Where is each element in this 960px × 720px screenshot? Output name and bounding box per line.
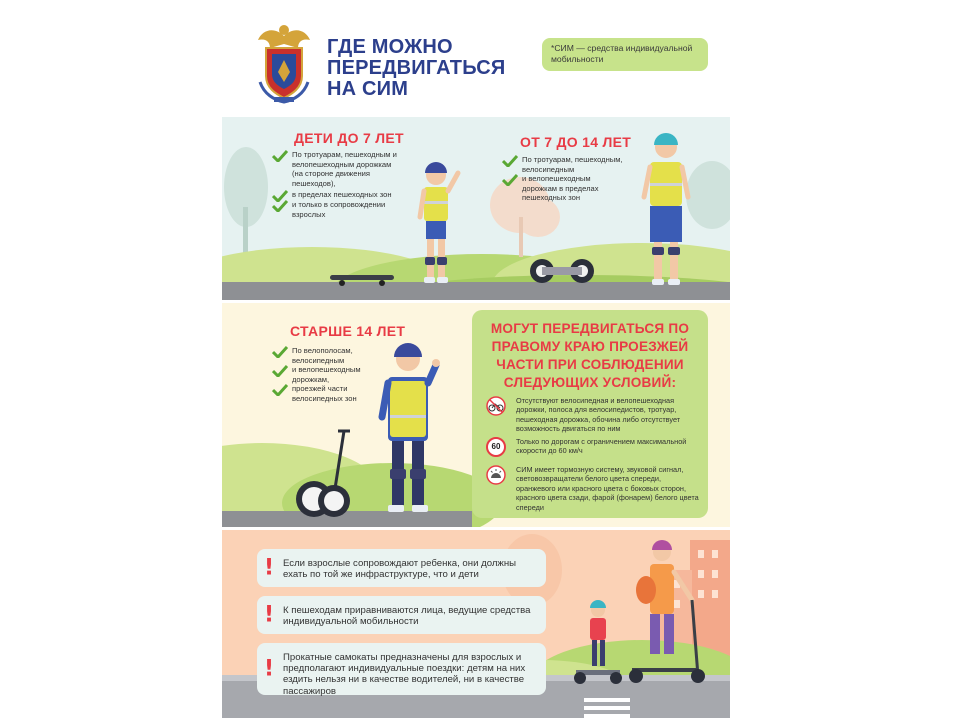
headlight-icon xyxy=(486,465,506,485)
warning-card xyxy=(257,549,546,587)
checkmark-icon xyxy=(272,365,288,377)
title-line-3: НА СИМ xyxy=(327,78,409,100)
list-item xyxy=(272,346,372,365)
over-14-list xyxy=(272,346,372,404)
speed-limit-icon: 60 xyxy=(486,437,506,457)
conditions-title: МОГУТ ПЕРЕДВИГАТЬСЯ ПО ПРАВОМУ КРАЮ ПРОЕЗЖЕЙ ЧАСТИ ПРИ СОБЛЮДЕНИИ СЛЕДУЮЩИХ УСЛОВИЙ: xyxy=(490,321,690,390)
police-emblem-icon xyxy=(256,22,312,104)
list-item-text: в пределах пешеходных зон xyxy=(292,190,392,200)
warning-text: Если взрослые сопровождают ребенка, они должны ехать по той же инфраструктуре, что и дети xyxy=(283,558,517,581)
checkmark-icon xyxy=(272,384,288,396)
list-item-text: По тротуарам, пешеходным и велопешеходным дорожкам (на стороне движения пешеходов), xyxy=(292,150,397,188)
exclamation-icon: ! xyxy=(264,602,275,628)
list-item-text: проезжей части велосипедных зон xyxy=(292,384,357,403)
exclamation-icon: ! xyxy=(264,656,275,682)
list-item xyxy=(502,174,626,203)
checkmark-icon xyxy=(272,200,288,212)
checkmark-icon xyxy=(502,174,518,186)
warning-card xyxy=(257,643,546,695)
list-item-text: и велопешеходным дорожкам в пределах пешеходных зон xyxy=(522,174,599,203)
condition-text: СИМ имеет тормозную систему, звуковой сигнал, световозвращатели белого цвета спереди, оранжевого или красного цвета с боковых сторон, красного цвета сзади, фарой (фонарем) белого цвета спереди xyxy=(516,465,699,512)
over-14-title: СТАРШЕ 14 ЛЕТ xyxy=(290,323,406,339)
condition-text: Отсутствуют велосипедная и велопешеходная дорожки, полоса для велосипедистов, тротуар, пешеходная дорожка, обочина либо отсутствует возможность двигаться по ним xyxy=(516,396,681,434)
condition-text: Только по дорогам с ограничением максимальной скорости до 60 км/ч xyxy=(516,437,687,456)
list-item-text: По тротуарам, пешеходным, велосипедным xyxy=(522,155,623,174)
exclamation-icon: ! xyxy=(264,555,275,581)
title-line-1: ГДЕ МОЖНО xyxy=(327,36,453,58)
warning-text: Прокатные самокаты предназначены для взрослых и предполагают индивидуальные поездки: детям на них ездить нельзя ни в качестве водителей, ни в качестве пассажиров xyxy=(283,652,526,697)
no-bike-lane-icon xyxy=(486,396,506,416)
checkmark-icon xyxy=(502,155,518,167)
7-14-list xyxy=(502,155,626,203)
title-line-2: ПЕРЕДВИГАТЬСЯ xyxy=(327,57,506,79)
under-7-list xyxy=(272,150,400,219)
list-item xyxy=(272,365,372,384)
sim-definition-note: *СИМ — средства индивидуальной мобильности xyxy=(542,38,708,71)
list-item xyxy=(272,384,372,403)
under-7-title: ДЕТИ ДО 7 ЛЕТ xyxy=(294,130,404,146)
list-item xyxy=(272,200,400,219)
7-14-title: ОТ 7 ДО 14 ЛЕТ xyxy=(520,134,632,150)
list-item-text: По велополосам, велосипедным xyxy=(292,346,353,365)
warning-card xyxy=(257,596,546,634)
list-item xyxy=(502,155,626,174)
checkmark-icon xyxy=(272,346,288,358)
list-item-text: и только в сопровождении взрослых xyxy=(292,199,386,219)
warning-text: К пешеходам приравниваются лица, ведущие средства индивидуальной мобильности xyxy=(283,605,531,628)
checkmark-icon xyxy=(272,150,288,162)
list-item-text: и велопешеходным дорожкам, xyxy=(292,365,361,384)
list-item xyxy=(272,150,400,188)
list-item xyxy=(272,190,400,200)
page-title xyxy=(327,37,527,100)
